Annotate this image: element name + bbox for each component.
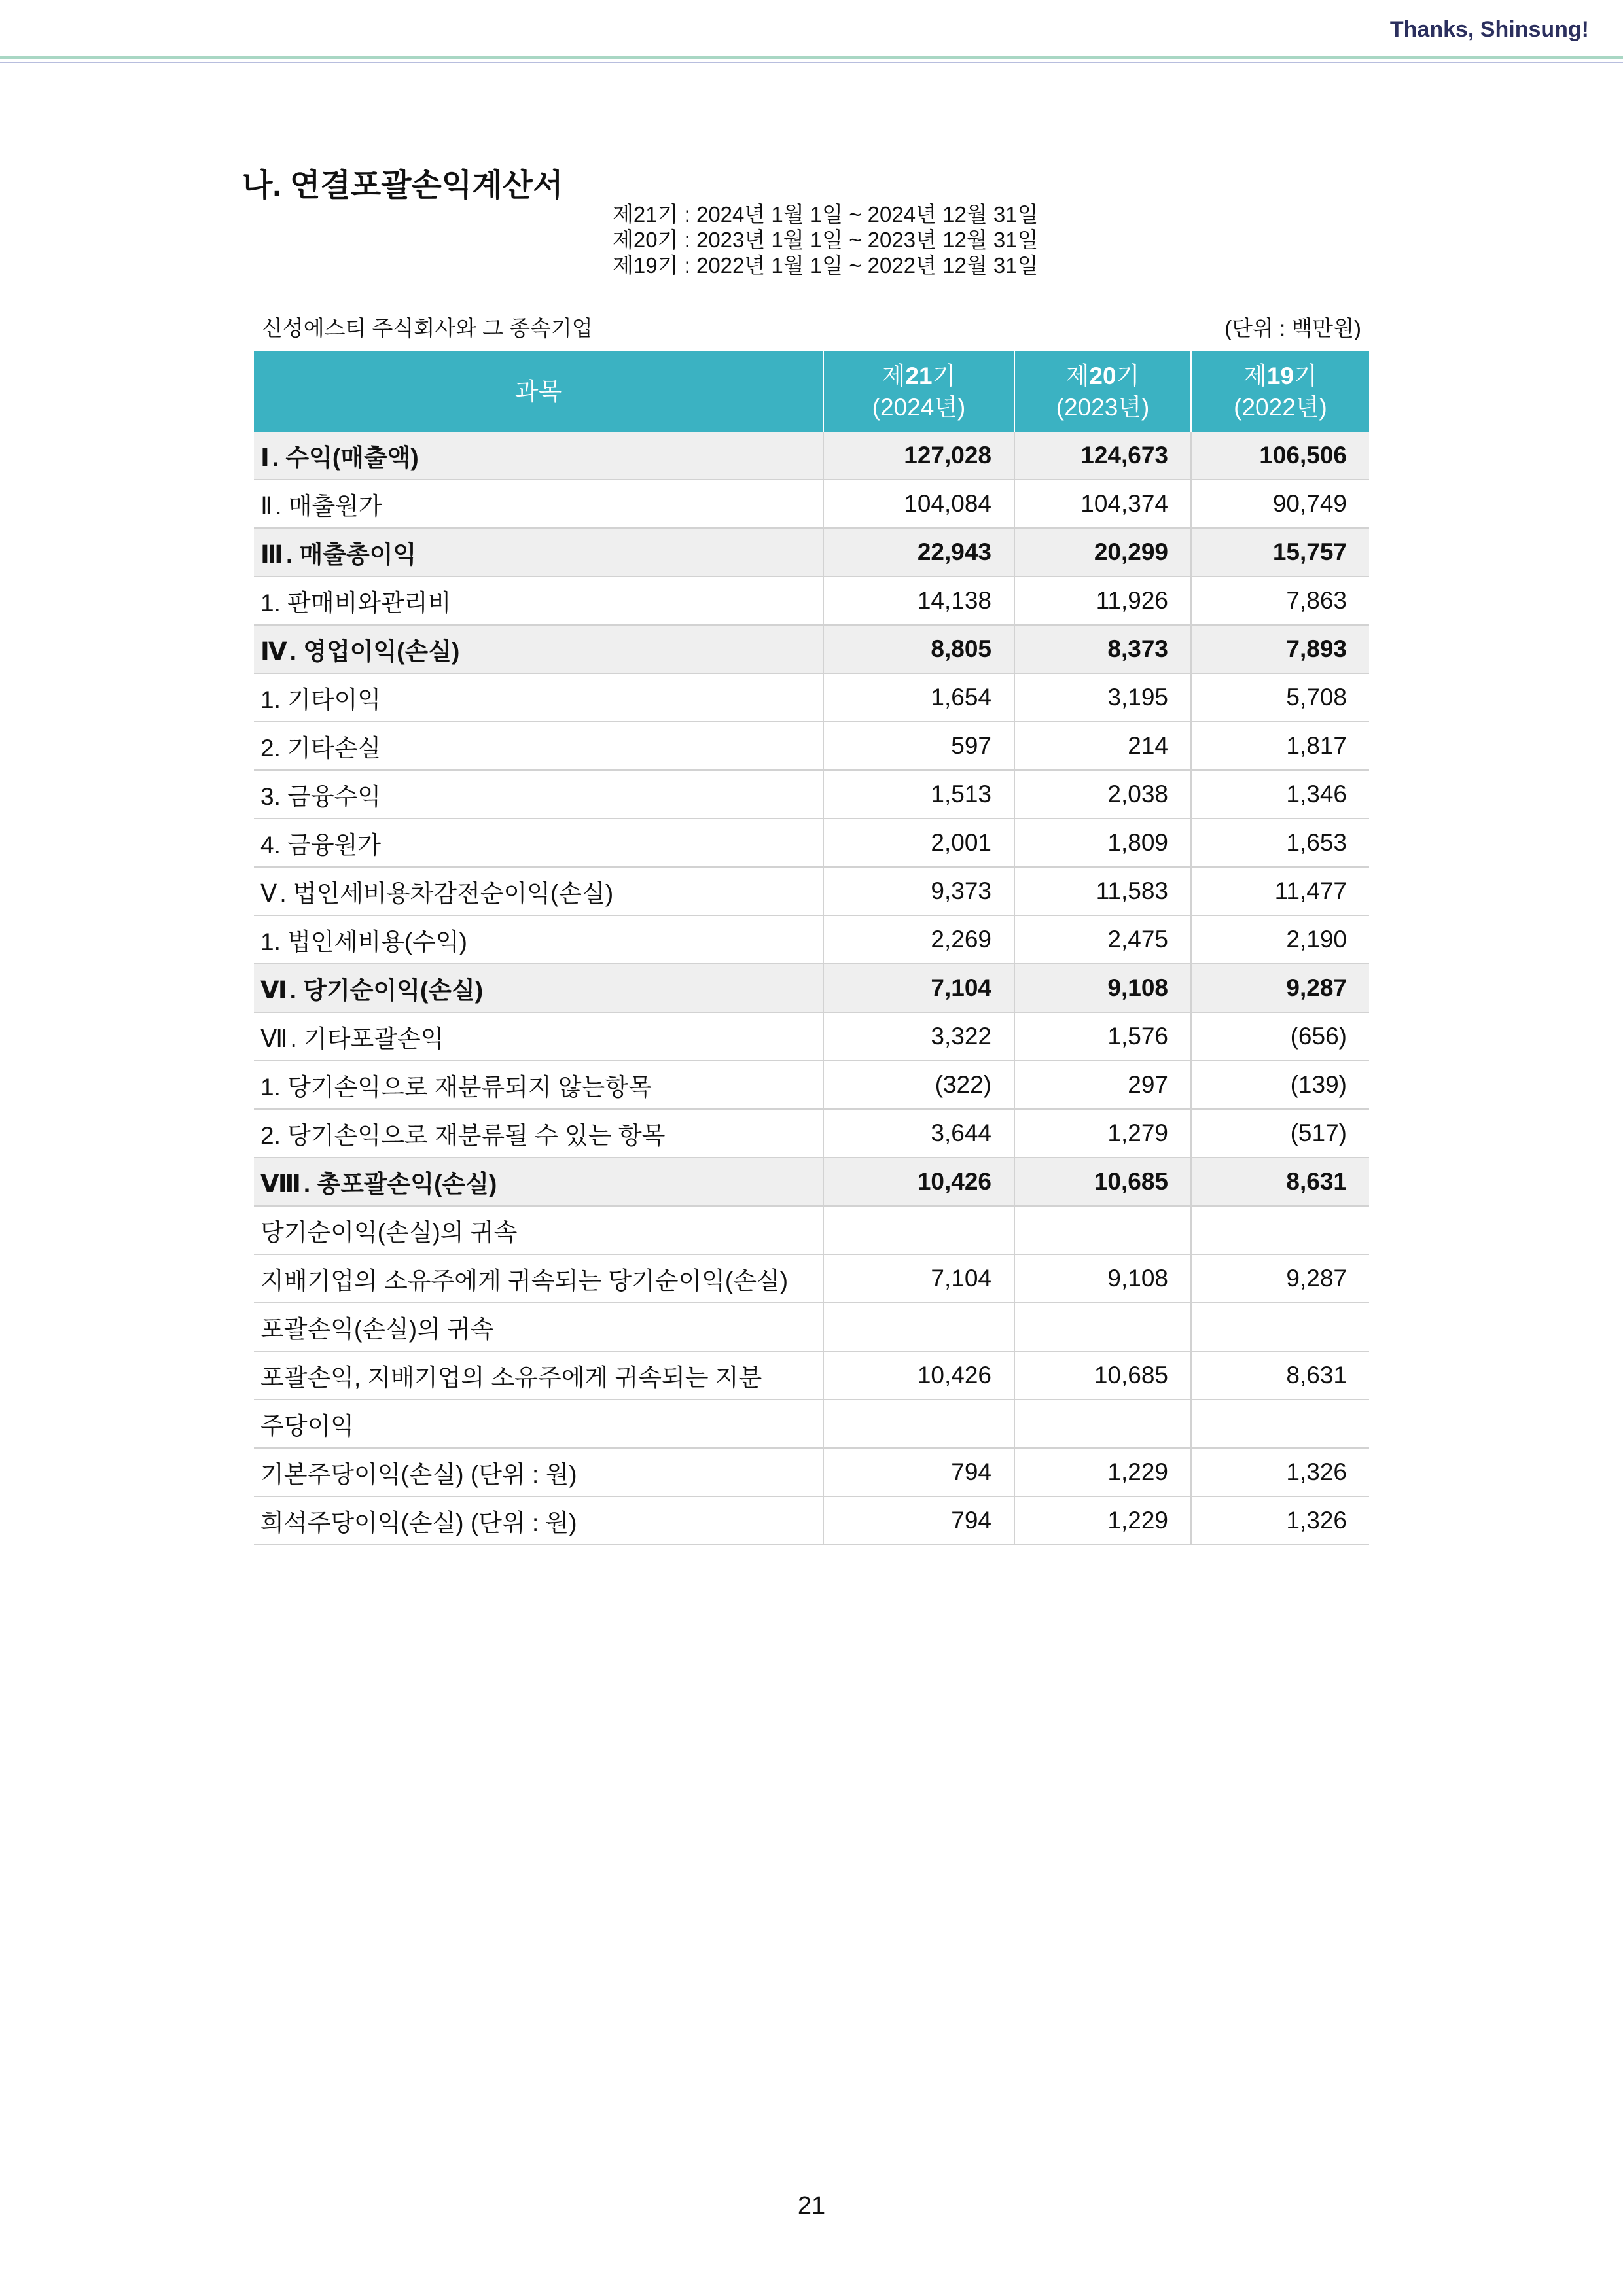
value-2024: 794 (823, 1448, 1014, 1496)
row-label: Ⅱ . 매출원가 (254, 480, 823, 528)
value-2023: 11,583 (1014, 867, 1191, 915)
value-2023: 2,475 (1014, 915, 1191, 964)
value-2022: 9,287 (1191, 1254, 1369, 1303)
table-row (254, 1109, 1369, 1157)
table-row (254, 480, 1369, 528)
unit-note: (단위 : 백만원) (1224, 316, 1361, 340)
value-2022 (1191, 1303, 1369, 1351)
value-2024: 2,269 (823, 915, 1014, 964)
section-title: 나. 연결포괄손익계산서 (242, 168, 563, 203)
row-label: 당기순이익(손실)의 귀속 (254, 1206, 823, 1254)
company-name: 신성에스티 주식회사와 그 종속기업 (262, 316, 593, 340)
value-2022: 5,708 (1191, 673, 1369, 722)
value-2024: 7,104 (823, 964, 1014, 1012)
value-2024: 1,513 (823, 770, 1014, 819)
period-line: 제21기 : 2024년 1월 1일 ~ 2024년 12월 31일 (613, 202, 1039, 226)
value-2022: 8,631 (1191, 1351, 1369, 1400)
table-row (254, 964, 1369, 1012)
income-statement-table (254, 351, 1369, 1545)
value-2023 (1014, 1206, 1191, 1254)
table-row (254, 576, 1369, 625)
row-label: Ⅶ . 기타포괄손익 (254, 1012, 823, 1061)
table-row (254, 1303, 1369, 1351)
row-label: Ⅰ . 수익(매출액) (254, 432, 823, 480)
value-2023: 8,373 (1014, 625, 1191, 673)
table-row (254, 528, 1369, 576)
value-2022: 7,893 (1191, 625, 1369, 673)
value-2023 (1014, 1303, 1191, 1351)
value-2023: 20,299 (1014, 528, 1191, 576)
value-2023: 11,926 (1014, 576, 1191, 625)
row-label: 희석주당이익(손실) (단위 : 원) (254, 1496, 823, 1545)
value-2024: 22,943 (823, 528, 1014, 576)
value-2024 (823, 1303, 1014, 1351)
value-2023: 9,108 (1014, 1254, 1191, 1303)
row-label: 포괄손익, 지배기업의 소유주에게 귀속되는 지분 (254, 1351, 823, 1400)
table-row (254, 915, 1369, 964)
table-row (254, 1157, 1369, 1206)
value-2022: 1,346 (1191, 770, 1369, 819)
table-row (254, 1351, 1369, 1400)
table-row (254, 1012, 1369, 1061)
value-2024: 2,001 (823, 819, 1014, 867)
table-row (254, 770, 1369, 819)
value-2023: 297 (1014, 1061, 1191, 1109)
row-label: 1. 판매비와관리비 (254, 576, 823, 625)
value-2024: 7,104 (823, 1254, 1014, 1303)
value-2024: (322) (823, 1061, 1014, 1109)
value-2022: 1,326 (1191, 1448, 1369, 1496)
value-2024: 104,084 (823, 480, 1014, 528)
value-2023: 214 (1014, 722, 1191, 770)
row-label: 1. 법인세비용(수익) (254, 915, 823, 964)
table-row (254, 722, 1369, 770)
row-label: 주당이익 (254, 1400, 823, 1448)
table-row (254, 1448, 1369, 1496)
value-2022: 1,326 (1191, 1496, 1369, 1545)
value-2024: 127,028 (823, 432, 1014, 480)
value-2023: 3,195 (1014, 673, 1191, 722)
value-2024: 794 (823, 1496, 1014, 1545)
value-2023: 124,673 (1014, 432, 1191, 480)
value-2024: 14,138 (823, 576, 1014, 625)
table-row (254, 867, 1369, 915)
value-2023: 1,576 (1014, 1012, 1191, 1061)
table-row (254, 1496, 1369, 1545)
table-row (254, 1400, 1369, 1448)
row-label: 2. 기타손실 (254, 722, 823, 770)
value-2022: (139) (1191, 1061, 1369, 1109)
table-row (254, 1254, 1369, 1303)
table-header-row (254, 351, 1369, 432)
table-row (254, 673, 1369, 722)
header-period-19: 제19기 (2022년) (1191, 351, 1369, 432)
header-brand: Thanks, Shinsung! (1389, 17, 1589, 42)
value-2022: 8,631 (1191, 1157, 1369, 1206)
value-2024: 10,426 (823, 1157, 1014, 1206)
period-line: 제19기 : 2022년 1월 1일 ~ 2022년 12월 31일 (613, 253, 1039, 277)
table-row (254, 819, 1369, 867)
value-2024 (823, 1206, 1014, 1254)
value-2023: 1,229 (1014, 1496, 1191, 1545)
row-label: 포괄손익(손실)의 귀속 (254, 1303, 823, 1351)
value-2023: 1,279 (1014, 1109, 1191, 1157)
row-label: 2. 당기손익으로 재분류될 수 있는 항목 (254, 1109, 823, 1157)
row-label: 기본주당이익(손실) (단위 : 원) (254, 1448, 823, 1496)
header-rule-green (0, 56, 1623, 59)
header-rule-blue (0, 62, 1623, 63)
value-2023 (1014, 1400, 1191, 1448)
row-label: 4. 금융원가 (254, 819, 823, 867)
value-2022: 106,506 (1191, 432, 1369, 480)
value-2024: 597 (823, 722, 1014, 770)
header-account: 과목 (254, 351, 823, 432)
row-label: 지배기업의 소유주에게 귀속되는 당기순이익(손실) (254, 1254, 823, 1303)
value-2022: 11,477 (1191, 867, 1369, 915)
value-2023: 10,685 (1014, 1157, 1191, 1206)
table-row (254, 1206, 1369, 1254)
table-row (254, 432, 1369, 480)
row-label: Ⅲ . 매출총이익 (254, 528, 823, 576)
value-2023: 9,108 (1014, 964, 1191, 1012)
value-2024 (823, 1400, 1014, 1448)
value-2023: 2,038 (1014, 770, 1191, 819)
value-2024: 3,644 (823, 1109, 1014, 1157)
page-number: 21 (797, 2192, 826, 2219)
value-2024: 10,426 (823, 1351, 1014, 1400)
row-label: 3. 금융수익 (254, 770, 823, 819)
value-2024: 1,654 (823, 673, 1014, 722)
row-label: 1. 당기손익으로 재분류되지 않는항목 (254, 1061, 823, 1109)
value-2023: 1,229 (1014, 1448, 1191, 1496)
header-period-21: 제21기 (2024년) (823, 351, 1014, 432)
value-2024: 9,373 (823, 867, 1014, 915)
value-2022: (656) (1191, 1012, 1369, 1061)
value-2022: 15,757 (1191, 528, 1369, 576)
value-2022: 1,817 (1191, 722, 1369, 770)
value-2022: 1,653 (1191, 819, 1369, 867)
value-2022: 2,190 (1191, 915, 1369, 964)
row-label: Ⅷ . 총포괄손익(손실) (254, 1157, 823, 1206)
value-2022: (517) (1191, 1109, 1369, 1157)
value-2023: 10,685 (1014, 1351, 1191, 1400)
value-2022 (1191, 1206, 1369, 1254)
value-2022: 7,863 (1191, 576, 1369, 625)
row-label: Ⅵ . 당기순이익(손실) (254, 964, 823, 1012)
period-line: 제20기 : 2023년 1월 1일 ~ 2023년 12월 31일 (613, 228, 1039, 252)
value-2022 (1191, 1400, 1369, 1448)
header-period-20: 제20기 (2023년) (1014, 351, 1191, 432)
period-list (613, 202, 1038, 278)
table-row (254, 625, 1369, 673)
value-2023: 104,374 (1014, 480, 1191, 528)
value-2023: 1,809 (1014, 819, 1191, 867)
value-2022: 9,287 (1191, 964, 1369, 1012)
row-label: 1. 기타이익 (254, 673, 823, 722)
table-row (254, 1061, 1369, 1109)
row-label: Ⅴ . 법인세비용차감전순이익(손실) (254, 867, 823, 915)
row-label: Ⅳ . 영업이익(손실) (254, 625, 823, 673)
value-2024: 8,805 (823, 625, 1014, 673)
value-2022: 90,749 (1191, 480, 1369, 528)
value-2024: 3,322 (823, 1012, 1014, 1061)
